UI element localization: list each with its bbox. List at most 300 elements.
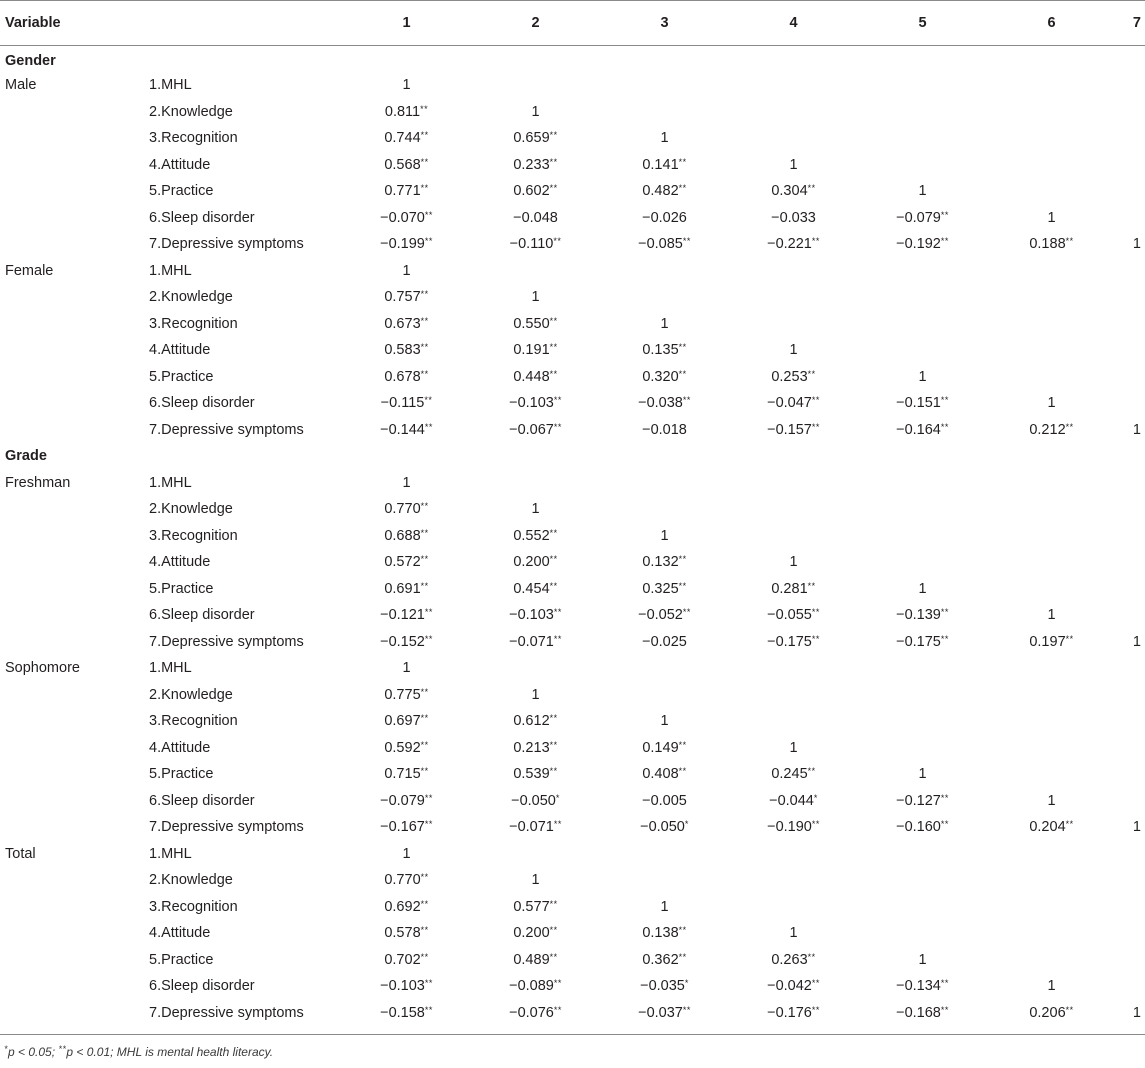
table-row xyxy=(0,231,1145,258)
table-row xyxy=(0,602,1145,629)
corr-cell: 0.715** xyxy=(384,766,429,783)
corr-cell: 0.206** xyxy=(1029,1004,1074,1021)
significance-marker: ** xyxy=(807,580,816,591)
variable-label: 4.Attitude xyxy=(149,925,211,942)
variable-label: 4.Attitude xyxy=(149,342,211,359)
corr-cell xyxy=(987,920,1116,947)
significance-marker: ** xyxy=(940,607,949,618)
corr-cell: −0.151** xyxy=(896,395,949,412)
significance-marker: ** xyxy=(940,421,949,432)
variable-label: 3.Recognition xyxy=(149,527,238,544)
corr-cell: −0.175** xyxy=(767,633,820,650)
significance-marker: ** xyxy=(811,236,820,247)
corr-cell xyxy=(729,894,858,921)
significance-marker: * xyxy=(813,792,818,803)
corr-cell xyxy=(1116,205,1145,232)
corr-cell xyxy=(1116,894,1145,921)
table-row xyxy=(0,814,1145,841)
significance-marker: ** xyxy=(424,236,433,247)
corr-cell xyxy=(1116,841,1145,868)
corr-cell: 0.188** xyxy=(1029,236,1074,253)
corr-cell xyxy=(1116,947,1145,974)
significance-marker: * xyxy=(555,792,560,803)
group-label: Total xyxy=(5,845,36,862)
significance-marker: ** xyxy=(549,766,558,777)
significance-marker: ** xyxy=(682,236,691,247)
corr-cell: 0.539** xyxy=(513,766,558,783)
group-label xyxy=(0,205,146,232)
corr-cell xyxy=(858,337,987,364)
corr-cell xyxy=(1116,602,1145,629)
group-label xyxy=(0,99,146,126)
corr-cell xyxy=(858,152,987,179)
significance-marker: ** xyxy=(682,1004,691,1015)
corr-cell xyxy=(600,258,729,285)
significance-marker: ** xyxy=(678,554,687,565)
corr-cell: 0.362** xyxy=(642,951,687,968)
corr-cell xyxy=(987,841,1116,868)
corr-cell: 1 xyxy=(918,951,927,968)
corr-cell: 1 xyxy=(789,739,798,756)
corr-cell xyxy=(987,708,1116,735)
variable-label: 3.Recognition xyxy=(149,898,238,915)
table-row xyxy=(0,258,1145,285)
group-label xyxy=(0,337,146,364)
significance-marker: ** xyxy=(420,183,429,194)
corr-cell: 1 xyxy=(1047,209,1056,226)
corr-cell xyxy=(729,841,858,868)
table-body xyxy=(0,46,1145,1027)
variable-label: 1.MHL xyxy=(149,77,192,94)
corr-cell: −0.167** xyxy=(380,819,433,836)
corr-cell: 1 xyxy=(918,580,927,597)
corr-cell: −0.103** xyxy=(380,978,433,995)
corr-cell: −0.121** xyxy=(380,607,433,624)
corr-cell: −0.037** xyxy=(638,1004,691,1021)
header-col-3: 3 xyxy=(600,1,729,46)
corr-cell: −0.192** xyxy=(896,236,949,253)
table-row xyxy=(0,152,1145,179)
significance-marker: ** xyxy=(420,342,429,353)
variable-label: 5.Practice xyxy=(149,580,214,597)
group-label xyxy=(0,417,146,444)
significance-marker: ** xyxy=(420,130,429,141)
significance-marker: ** xyxy=(811,1004,820,1015)
significance-marker: ** xyxy=(678,925,687,936)
corr-cell: 0.577** xyxy=(513,898,558,915)
corr-cell: 0.775** xyxy=(384,686,429,703)
corr-cell xyxy=(1116,549,1145,576)
corr-cell xyxy=(987,576,1116,603)
significance-marker: ** xyxy=(940,395,949,406)
significance-marker: ** xyxy=(678,156,687,167)
header-subvariable xyxy=(146,1,342,46)
significance-marker: * xyxy=(684,978,689,989)
header-col-2: 2 xyxy=(471,1,600,46)
corr-cell xyxy=(987,152,1116,179)
group-label xyxy=(0,284,146,311)
corr-cell xyxy=(1116,920,1145,947)
header-col-1: 1 xyxy=(342,1,471,46)
corr-cell: 0.304** xyxy=(771,183,816,200)
significance-marker: ** xyxy=(1065,819,1074,830)
corr-cell: −0.144** xyxy=(380,421,433,438)
group-label xyxy=(0,947,146,974)
table-row xyxy=(0,523,1145,550)
corr-cell xyxy=(858,708,987,735)
table-header xyxy=(0,1,1145,46)
corr-cell xyxy=(1116,470,1145,497)
variable-label: 1.MHL xyxy=(149,474,192,491)
group-label xyxy=(0,735,146,762)
variable-label: 5.Practice xyxy=(149,368,214,385)
table-row xyxy=(0,894,1145,921)
corr-cell xyxy=(987,761,1116,788)
corr-cell: 0.191** xyxy=(513,342,558,359)
significance-marker: ** xyxy=(424,978,433,989)
corr-cell: −0.160** xyxy=(896,819,949,836)
corr-cell: −0.048 xyxy=(513,209,558,226)
group-label: Male xyxy=(5,77,37,94)
corr-cell: 0.770** xyxy=(384,872,429,889)
significance-marker: ** xyxy=(1065,1004,1074,1015)
corr-cell: −0.199** xyxy=(380,236,433,253)
corr-cell: 1 xyxy=(402,660,411,677)
corr-cell: 0.281** xyxy=(771,580,816,597)
corr-cell: 0.200** xyxy=(513,925,558,942)
variable-label: 2.Knowledge xyxy=(149,872,233,889)
corr-cell xyxy=(729,470,858,497)
variable-label: 7.Depressive symptoms xyxy=(149,421,304,438)
corr-cell xyxy=(987,496,1116,523)
corr-cell: 1 xyxy=(1132,421,1141,438)
corr-cell: 0.770** xyxy=(384,501,429,518)
significance-marker: ** xyxy=(420,527,429,538)
corr-cell: 1 xyxy=(918,368,927,385)
significance-marker: ** xyxy=(424,421,433,432)
table-row xyxy=(0,364,1145,391)
significance-marker: ** xyxy=(678,342,687,353)
corr-cell xyxy=(600,99,729,126)
corr-cell: −0.079** xyxy=(380,792,433,809)
table-row xyxy=(0,735,1145,762)
corr-cell: −0.164** xyxy=(896,421,949,438)
variable-label: 4.Attitude xyxy=(149,739,211,756)
group-label: Female xyxy=(5,262,54,279)
variable-label: 5.Practice xyxy=(149,951,214,968)
corr-cell: 0.233** xyxy=(513,156,558,173)
corr-cell: −0.175** xyxy=(896,633,949,650)
significance-marker: ** xyxy=(549,898,558,909)
table-row xyxy=(0,1000,1145,1027)
corr-cell xyxy=(1116,788,1145,815)
significance-marker: ** xyxy=(678,739,687,750)
group-label xyxy=(0,708,146,735)
corr-cell xyxy=(600,284,729,311)
corr-cell: 0.602** xyxy=(513,183,558,200)
significance-marker: ** xyxy=(420,872,429,883)
significance-marker: ** xyxy=(940,236,949,247)
corr-cell: 0.688** xyxy=(384,527,429,544)
significance-marker: ** xyxy=(549,156,558,167)
corr-cell: 0.552** xyxy=(513,527,558,544)
significance-marker: ** xyxy=(553,978,562,989)
table-row xyxy=(0,947,1145,974)
corr-cell xyxy=(987,682,1116,709)
corr-cell xyxy=(987,470,1116,497)
corr-cell: −0.033 xyxy=(771,209,816,226)
corr-cell: 1 xyxy=(660,527,669,544)
corr-cell xyxy=(471,655,600,682)
significance-marker: ** xyxy=(811,607,820,618)
table-row xyxy=(0,576,1145,603)
corr-cell: 1 xyxy=(531,501,540,518)
corr-cell xyxy=(858,735,987,762)
corr-cell xyxy=(1116,708,1145,735)
significance-marker: ** xyxy=(940,633,949,644)
corr-cell: 0.659** xyxy=(513,130,558,147)
corr-cell: 1 xyxy=(660,130,669,147)
significance-marker: ** xyxy=(549,368,558,379)
significance-marker: ** xyxy=(940,819,949,830)
table-row xyxy=(0,72,1145,99)
corr-cell: −0.089** xyxy=(509,978,562,995)
table-row xyxy=(0,761,1145,788)
corr-cell: 1 xyxy=(918,183,927,200)
significance-marker: ** xyxy=(424,819,433,830)
corr-cell xyxy=(600,72,729,99)
significance-marker: ** xyxy=(424,209,433,220)
corr-cell: −0.221** xyxy=(767,236,820,253)
significance-marker: ** xyxy=(549,739,558,750)
significance-marker: ** xyxy=(420,925,429,936)
variable-label: 3.Recognition xyxy=(149,130,238,147)
corr-cell: 0.692** xyxy=(384,898,429,915)
table-row xyxy=(0,337,1145,364)
significance-marker: ** xyxy=(549,580,558,591)
corr-cell: −0.035* xyxy=(640,978,689,995)
corr-cell: −0.115** xyxy=(380,395,433,412)
significance-marker: ** xyxy=(549,183,558,194)
corr-cell: 1 xyxy=(531,686,540,703)
significance-marker: ** xyxy=(807,368,816,379)
corr-cell: 1 xyxy=(789,554,798,571)
corr-cell xyxy=(858,470,987,497)
group-label xyxy=(0,682,146,709)
corr-cell: −0.168** xyxy=(896,1004,949,1021)
table-row xyxy=(0,178,1145,205)
group-label xyxy=(0,788,146,815)
corr-cell xyxy=(600,655,729,682)
group-label xyxy=(0,125,146,152)
variable-label: 6.Sleep disorder xyxy=(149,978,255,995)
corr-cell: 1 xyxy=(789,156,798,173)
section-row xyxy=(0,46,1145,73)
corr-cell: 0.245** xyxy=(771,766,816,783)
corr-cell: 0.744** xyxy=(384,130,429,147)
corr-cell xyxy=(858,894,987,921)
corr-cell xyxy=(1116,735,1145,762)
corr-cell: 0.811** xyxy=(384,103,429,120)
corr-cell xyxy=(987,258,1116,285)
variable-label: 1.MHL xyxy=(149,660,192,677)
corr-cell: 0.204** xyxy=(1029,819,1074,836)
corr-cell xyxy=(987,337,1116,364)
corr-cell: 1 xyxy=(1132,633,1141,650)
corr-cell xyxy=(600,496,729,523)
significance-marker: ** xyxy=(549,554,558,565)
corr-cell: 0.482** xyxy=(642,183,687,200)
section-title: Grade xyxy=(5,448,47,465)
significance-marker: ** xyxy=(420,368,429,379)
corr-cell: −0.042** xyxy=(767,978,820,995)
corr-cell: 1 xyxy=(1047,607,1056,624)
group-label xyxy=(0,576,146,603)
significance-marker: ** xyxy=(420,315,429,326)
significance-marker: ** xyxy=(940,792,949,803)
corr-cell xyxy=(471,72,600,99)
corr-cell xyxy=(1116,311,1145,338)
corr-cell: −0.018 xyxy=(642,421,687,438)
variable-label: 3.Recognition xyxy=(149,713,238,730)
corr-cell xyxy=(471,258,600,285)
header-variable: Variable xyxy=(0,1,146,46)
significance-marker: ** xyxy=(549,713,558,724)
table-row xyxy=(0,655,1145,682)
corr-cell xyxy=(1116,125,1145,152)
corr-cell: −0.085** xyxy=(638,236,691,253)
corr-cell: 1 xyxy=(660,315,669,332)
corr-cell: 0.213** xyxy=(513,739,558,756)
variable-label: 7.Depressive symptoms xyxy=(149,236,304,253)
header-col-6: 6 xyxy=(987,1,1116,46)
group-label xyxy=(0,152,146,179)
corr-cell: 1 xyxy=(402,262,411,279)
significance-marker: ** xyxy=(549,130,558,141)
header-col-7: 7 xyxy=(1116,1,1145,46)
corr-cell: 0.702** xyxy=(384,951,429,968)
table-footnote: *p < 0.05; **p < 0.01; MHL is mental health literacy. xyxy=(4,1044,274,1059)
variable-label: 2.Knowledge xyxy=(149,103,233,120)
corr-cell: −0.134** xyxy=(896,978,949,995)
group-label: Freshman xyxy=(5,474,71,491)
variable-label: 4.Attitude xyxy=(149,554,211,571)
corr-cell: −0.070** xyxy=(380,209,433,226)
group-label xyxy=(0,761,146,788)
corr-cell xyxy=(1116,390,1145,417)
corr-cell xyxy=(729,523,858,550)
group-label xyxy=(0,496,146,523)
corr-cell xyxy=(1116,973,1145,1000)
corr-cell: −0.067** xyxy=(509,421,562,438)
significance-marker: ** xyxy=(420,713,429,724)
corr-cell xyxy=(1116,682,1145,709)
header-col-4: 4 xyxy=(729,1,858,46)
corr-cell xyxy=(600,470,729,497)
group-label xyxy=(0,973,146,1000)
significance-marker: ** xyxy=(549,315,558,326)
corr-cell: 0.550** xyxy=(513,315,558,332)
group-label xyxy=(0,1000,146,1027)
corr-cell xyxy=(987,125,1116,152)
header-col-5: 5 xyxy=(858,1,987,46)
corr-cell: 0.454** xyxy=(513,580,558,597)
significance-marker: ** xyxy=(678,580,687,591)
corr-cell xyxy=(729,682,858,709)
corr-cell: 1 xyxy=(660,713,669,730)
variable-label: 7.Depressive symptoms xyxy=(149,633,304,650)
corr-cell xyxy=(1116,337,1145,364)
corr-cell: −0.158** xyxy=(380,1004,433,1021)
significance-marker: ** xyxy=(553,236,562,247)
significance-marker: ** xyxy=(549,527,558,538)
corr-cell xyxy=(729,311,858,338)
significance-marker: ** xyxy=(424,395,433,406)
corr-cell xyxy=(858,682,987,709)
corr-cell: 0.448** xyxy=(513,368,558,385)
variable-label: 6.Sleep disorder xyxy=(149,792,255,809)
table-row xyxy=(0,99,1145,126)
corr-cell: −0.047** xyxy=(767,395,820,412)
corr-cell xyxy=(1116,867,1145,894)
corr-cell xyxy=(1116,655,1145,682)
corr-cell xyxy=(1116,284,1145,311)
corr-cell: 0.697** xyxy=(384,713,429,730)
significance-marker: ** xyxy=(553,607,562,618)
corr-cell xyxy=(729,99,858,126)
group-label xyxy=(0,602,146,629)
group-label xyxy=(0,364,146,391)
significance-marker: ** xyxy=(811,421,820,432)
corr-cell: 1 xyxy=(1047,792,1056,809)
corr-cell xyxy=(987,178,1116,205)
corr-cell: −0.026 xyxy=(642,209,687,226)
corr-cell: 0.197** xyxy=(1029,633,1074,650)
corr-cell xyxy=(1116,364,1145,391)
significance-marker: ** xyxy=(807,766,816,777)
corr-cell xyxy=(858,258,987,285)
significance-marker: ** xyxy=(940,1004,949,1015)
corr-cell xyxy=(858,72,987,99)
variable-label: 6.Sleep disorder xyxy=(149,607,255,624)
corr-cell xyxy=(858,920,987,947)
variable-label: 5.Practice xyxy=(149,766,214,783)
variable-label: 3.Recognition xyxy=(149,315,238,332)
group-label xyxy=(0,814,146,841)
corr-cell: 0.263** xyxy=(771,951,816,968)
table-row xyxy=(0,470,1145,497)
variable-label: 7.Depressive symptoms xyxy=(149,1004,304,1021)
corr-cell xyxy=(471,470,600,497)
significance-marker: ** xyxy=(420,580,429,591)
table-row xyxy=(0,125,1145,152)
corr-cell: −0.176** xyxy=(767,1004,820,1021)
corr-cell: 1 xyxy=(402,474,411,491)
variable-label: 7.Depressive symptoms xyxy=(149,819,304,836)
significance-marker: ** xyxy=(420,554,429,565)
significance-marker: ** xyxy=(420,766,429,777)
corr-cell xyxy=(1116,523,1145,550)
table-row xyxy=(0,417,1145,444)
significance-marker: ** xyxy=(424,1004,433,1015)
corr-cell xyxy=(858,867,987,894)
corr-cell: 0.138** xyxy=(642,925,687,942)
corr-cell xyxy=(858,655,987,682)
group-label xyxy=(0,390,146,417)
significance-marker: ** xyxy=(424,792,433,803)
corr-cell xyxy=(600,867,729,894)
variable-label: 2.Knowledge xyxy=(149,686,233,703)
